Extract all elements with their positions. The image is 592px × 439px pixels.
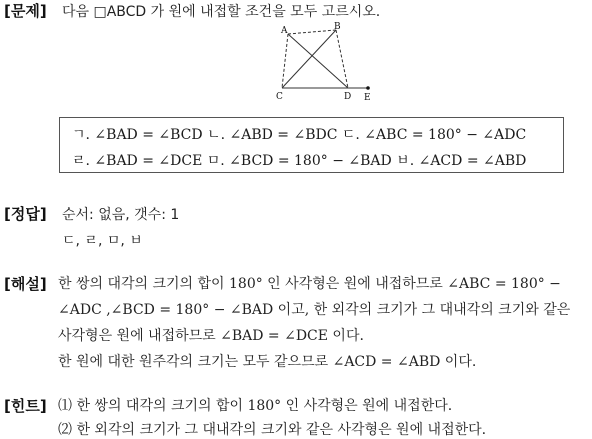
hint-line-2: ⑵ 한 외각의 크기가 그 대내각의 크기와 같은 사각형은 원에 내접한다. [58, 422, 487, 438]
quadrilateral-figure [272, 22, 382, 104]
options-box [59, 117, 564, 173]
explanation-tag: [해설] [4, 275, 47, 293]
label-e: E [364, 93, 371, 103]
answer-tag: [정답] [4, 205, 47, 223]
side-ac [282, 34, 288, 88]
answer-line-2: ㄷ, ㄹ, ㅁ, ㅂ [62, 233, 143, 249]
point-e [366, 86, 370, 90]
options-line-2: ㄹ. ∠BAD = ∠DCE ㅁ. ∠BCD = 180° − ∠BAD ㅂ. ∠ACD = ∠ABD [72, 153, 527, 169]
side-ab [288, 30, 336, 34]
options-line-1: ㄱ. ∠BAD = ∠BCD ㄴ. ∠ABD = ∠BDC ㄷ. ∠ABC = 180° − ∠ADC [72, 127, 527, 143]
answer-line-1: 순서: 없음, 갯수: 1 [62, 207, 180, 223]
explanation-line-3: 사각형은 원에 내접하므로 ∠BAD = ∠DCE 이다. [58, 328, 364, 344]
hint-tag: [힌트] [4, 397, 47, 415]
label-a: A [281, 26, 288, 36]
diagonal-bc [282, 30, 336, 88]
explanation-line-2: ∠ADC ,∠BCD = 180° − ∠BAD 이고, 한 외각의 크기가 그 대내각의 크기와 같은 [58, 302, 571, 318]
hint-line-1: ⑴ 한 쌍의 대각의 크기의 합이 180° 인 사각형은 원에 내접한다. [58, 398, 453, 414]
label-b: B [334, 22, 341, 32]
label-c: C [276, 92, 283, 102]
problem-text: 다음 □ABCD 가 원에 내접할 조건을 모두 고르시오. [62, 4, 381, 20]
label-d: D [344, 92, 352, 102]
explanation-line-4: 한 원에 대한 원주각의 크기는 모두 같으므로 ∠ACD = ∠ABD 이다. [58, 354, 477, 370]
explanation-line-1: 한 쌍의 대각의 크기의 합이 180° 인 사각형은 원에 내접하므로 ∠ABC = 180° − [58, 276, 561, 292]
problem-tag: [문제] [4, 2, 47, 20]
